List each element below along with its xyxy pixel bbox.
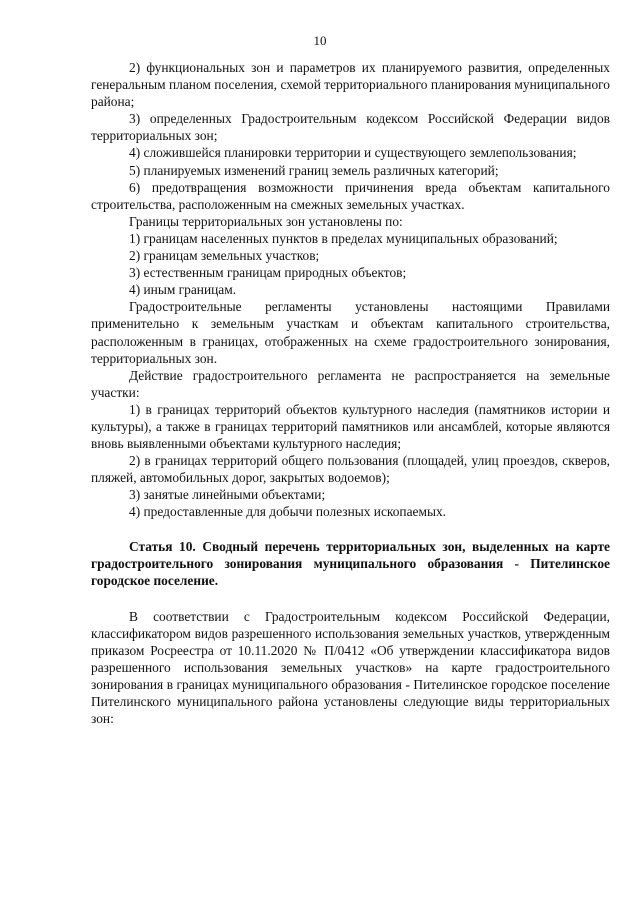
paragraph: 2) границам земельных участков; <box>129 248 320 264</box>
page-number: 10 <box>313 33 327 48</box>
paragraph: 3) занятые линейными объектами; <box>129 487 326 503</box>
paragraph: 3) естественным границам природных объектов; <box>129 265 407 281</box>
paragraph: 2) в границах территорий общего пользования (площадей, улиц проездов, скверов, пляжей, автомобильных дорог, закрытых водоемов); <box>91 453 610 486</box>
article-heading: Статья 10. Сводный перечень территориальных зон, выделенных на карте градостроительного зонирования муниципального образования - Пителинское городское поселение. <box>91 538 610 588</box>
paragraph: В соответствии с Градостроительным кодексом Российской Федерации, классификатором видов разрешенного использования земельных участков, утвержденным приказом Росреестра от 10.11.2020 № П/0412 «Об утверждении классификатора видов разрешенного использования земельных участков» на карте градостроительного зонирования в границах муниципального образования - Пителинское городское поселение Пителинского муниципального района установлены следующие виды территориальных зон: <box>91 608 610 727</box>
paragraph: 4) предоставленные для добычи полезных ископаемых. <box>129 504 447 520</box>
paragraph: 4) сложившейся планировки территории и существующего землепользования; <box>129 145 577 161</box>
paragraph: 2) функциональных зон и параметров их планируемого развития, определенных генеральным планом поселения, схемой территориального планирования муниципального района; <box>91 60 610 110</box>
paragraph: Границы территориальных зон установлены по: <box>129 213 403 229</box>
paragraph: 3) определенных Градостроительным кодексом Российской Федерации видов территориальных зон; <box>91 111 610 144</box>
paragraph: 5) планируемых изменений границ земель различных категорий; <box>129 162 499 178</box>
paragraph: 4) иным границам. <box>129 282 237 298</box>
paragraph: Действие градостроительного регламента не распространяется на земельные участки: <box>91 367 610 400</box>
paragraph: 6) предотвращения возможности причинения вреда объектам капитального строительства, расположенным на смежных земельных участках. <box>91 179 610 212</box>
paragraph: Градостроительные регламенты установлены настоящими Правилами применительно к земельным участкам и объектам капитального строительства, расположенным в границах, отображенных на схеме градостроительного зонирования, территориальных зон. <box>91 299 610 366</box>
paragraph: 1) границам населенных пунктов в пределах муниципальных образований; <box>129 230 558 246</box>
paragraph: 1) в границах территорий объектов культурного наследия (памятников истории и культуры), а также в границах территорий памятников или ансамблей, которые являются вновь выявленными объектами культурного наследия; <box>91 401 610 452</box>
document-body <box>91 59 610 727</box>
